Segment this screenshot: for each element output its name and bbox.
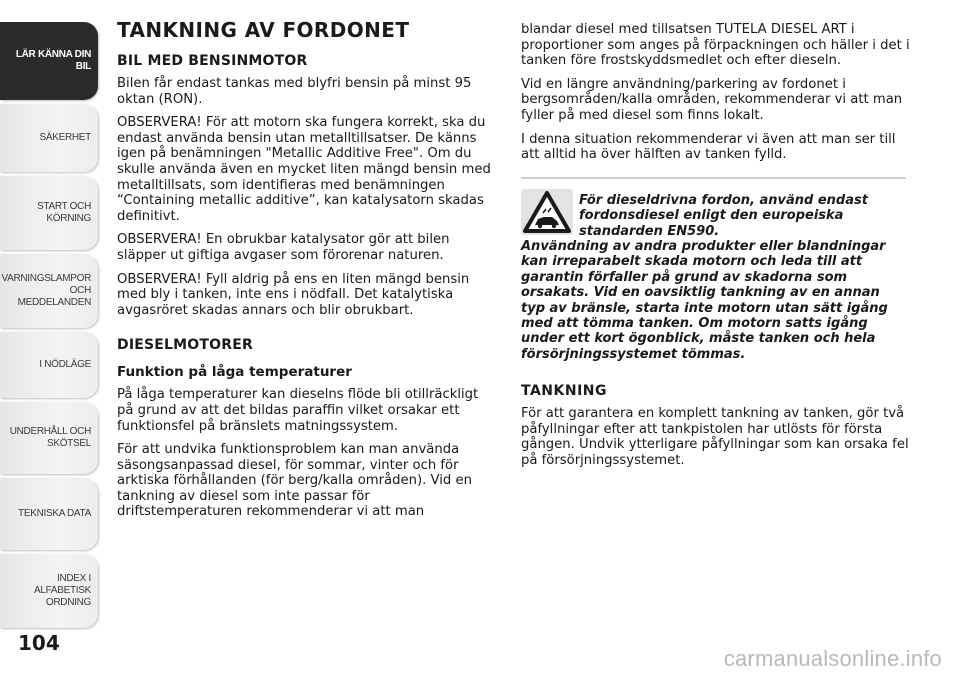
tab-label: VARNINGSLAMPOR OCH MEDDELANDEN [1,273,91,308]
right-column [521,22,911,477]
tab-label: START OCH KÖRNING [37,201,91,224]
diesel-paragraph-3: blandar diesel med tillsatsen TUTELA DIESEL ART i proportioner som anges på förpackningen och häller i det i tanken före frostskyddsmedlet och efter dieseln. [521,22,910,69]
page-number: 104 [18,631,60,655]
diesel-paragraph-4: Vid en längre användning/parkering av fordonet i bergsområden/kalla områden, rekommenderar vi att man fyller på med diesel som finns lokalt. [521,76,903,123]
tab-index[interactable] [0,554,98,628]
diesel-paragraph-2: För att undvika funktionsproblem kan man använda säsongsanpassad diesel, för sommar, vinter och för arktiska förhållanden (för berg/kalla områden). Vid en tankning av diesel som inte passar för driftstemperaturen rekommenderar vi att man [117,442,472,520]
tab-label: INDEX I ALFABETISK ORDNING [33,573,91,608]
tab-label: TEKNISKA DATA [18,508,91,519]
watermark: carmanualsonline.info [723,646,942,671]
warning-car-skid-icon [521,189,573,235]
tab-label: LÄR KÄNNA DIN BIL [15,49,91,72]
tab-varningslampor[interactable] [0,254,98,328]
petrol-paragraph-3: OBSERVERA! En obrukbar katalysator gör att bilen släpper ut giftiga avgaser som förorenar naturen. [117,232,450,263]
tab-label: UNDERHÅLL OCH SKÖTSEL [9,426,91,449]
tab-sakerhet[interactable] [0,104,98,172]
tankning-paragraph: För att garantera en komplett tankning av tanken, gör två påfyllningar efter att tankpistolen har utlösts för första gången. Undvik ytterligare påfyllningar som kan orsaka fel på försörjningssystemet. [521,406,909,468]
tab-tekniska-data[interactable] [0,478,98,550]
tab-label: SÄKERHET [39,132,91,143]
diesel-paragraph-1: På låga temperaturer kan dieselns flöde bli otillräckligt på grund av att det bildas paraffin vilket orsakar ett funktionsfel på bränslets matningssystem. [117,387,479,434]
left-column [117,18,497,528]
petrol-heading: BIL MED BENSINMOTOR [117,53,308,69]
warning-box [521,177,906,362]
low-temperature-heading: Funktion på låga temperaturer [117,364,352,381]
chapter-sidebar [0,0,100,678]
warning-rest: Användning av andra produkter eller blandningar kan irreparabelt skada motorn och leda till att garantin förfaller på grund av skadorna som orsakats. Vid en oavsiktlig tankning av en annan typ av bränsle, starta inte motorn utan sätt igång med att tömma tanken. Om motorn satts igång under ett kort ögonblick, måste tanken och hela försörjningssystemet tömmas. [521,238,888,362]
tankning-heading: TANKNING [521,383,607,400]
page-title: TANKNING AV FORDONET [117,18,410,42]
tab-i-nodlage[interactable] [0,332,98,398]
warning-lead: För dieseldrivna fordon, använd endast fordonsdiesel enligt den europeiska standarden EN590. [579,192,868,239]
petrol-paragraph-2: OBSERVERA! För att motorn ska fungera korrekt, ska du endast använda bensin utan metalltillsatser. De känns igen på benämningen "Metallic Additive Free". Om du skulle använda även en mycket liten mängd bensin med metalltillsats, som identifieras med benämningen “Containing metallic additive”, kan katalysatorn skadas definitivt. [117,115,491,224]
warning-text [521,193,906,362]
diesel-paragraph-5: I denna situation rekommenderar vi även att man ser till att alltid ha över hälften av tanken fylld. [521,131,896,163]
tab-start-och-korning[interactable] [0,176,98,250]
petrol-paragraph-1: Bilen får endast tankas med blyfri bensin på minst 95 oktan (RON). [117,76,472,107]
diesel-heading: DIESELMOTORER [117,337,253,354]
petrol-paragraph-4: OBSERVERA! Fyll aldrig på ens en liten mängd bensin med bly i tanken, inte ens i nödfall. Det katalytiska avgasröret skadas annars och blir obrukbart. [117,271,470,318]
tab-underhall-och-skotsel[interactable] [0,402,98,474]
tab-label: I NÖDLÄGE [39,359,91,370]
tab-lar-kanna-din-bil[interactable] [0,22,98,100]
